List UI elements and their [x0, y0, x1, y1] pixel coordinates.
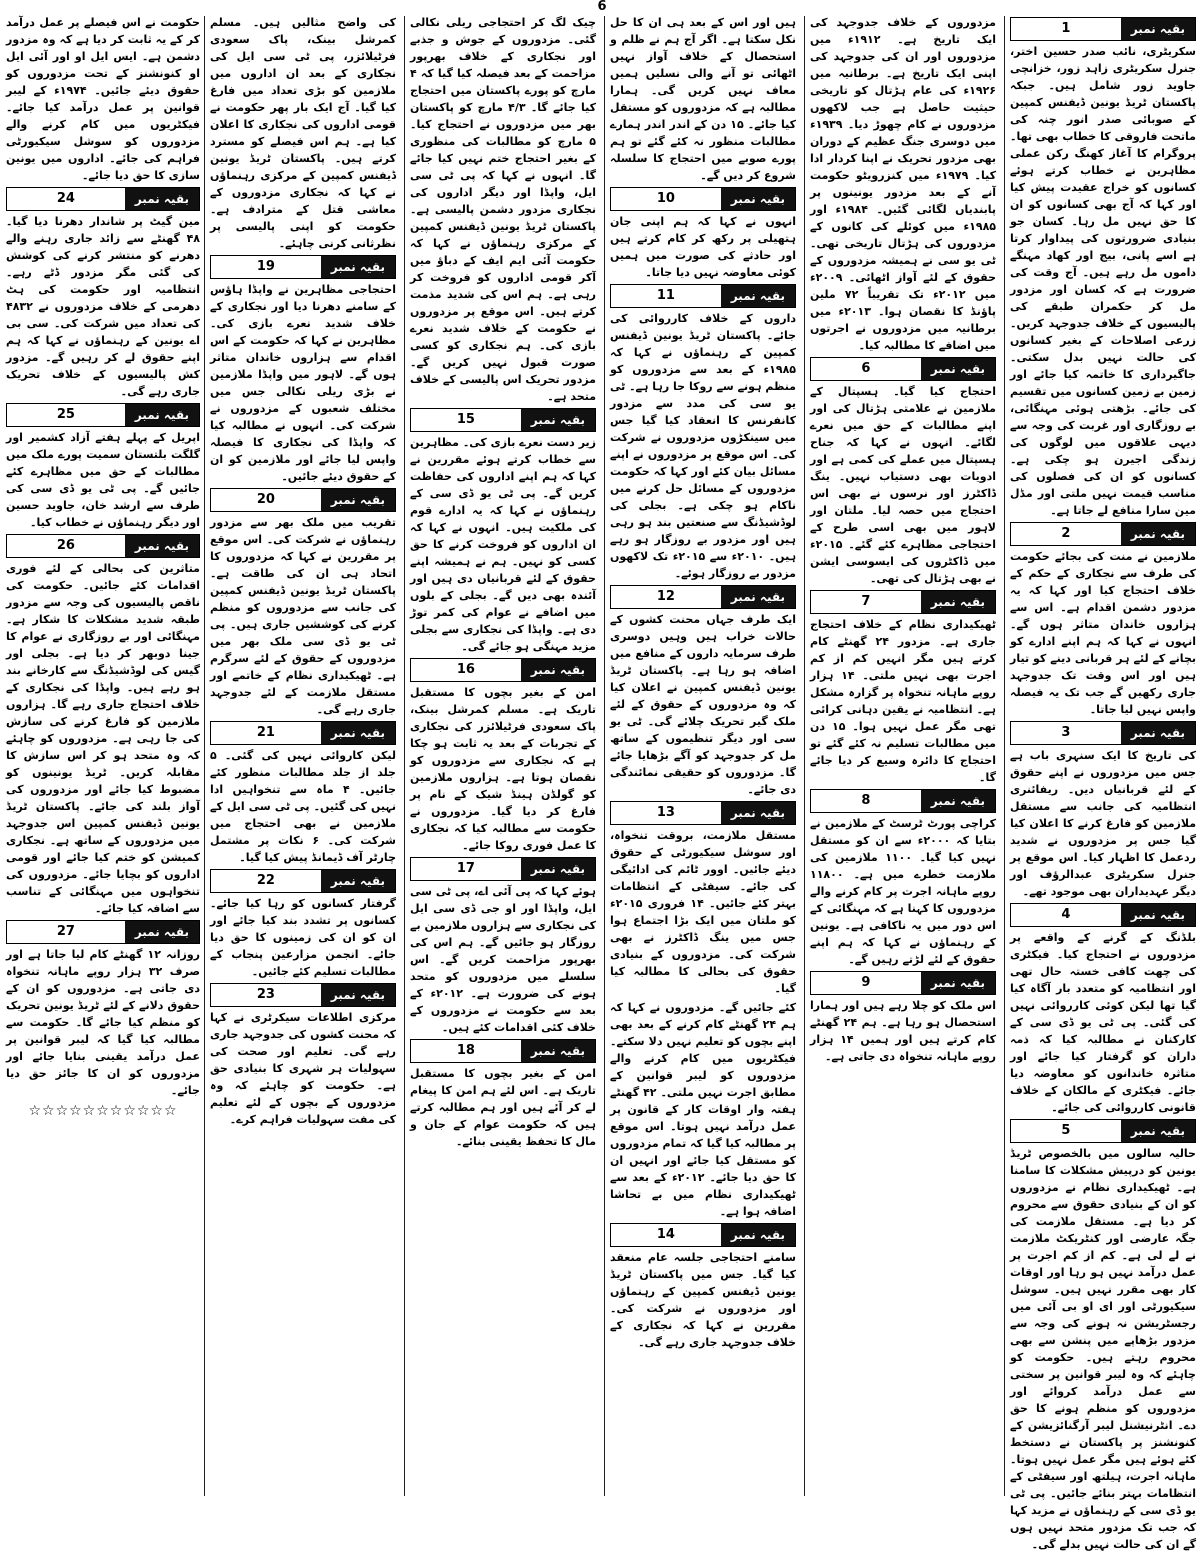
continued-label: [1010, 721, 1196, 745]
continued-label-text: بقیہ نمبر: [921, 972, 995, 994]
continued-label: [6, 920, 200, 944]
article-text: سامنے احتجاجی جلسہ عام منعقد کیا گیا۔ جس میں پاکستان ٹریڈ یونین ڈیفنس کمپین کے رہنماؤں اور مزدوروں نے شرکت کی۔ مقررین نے کہا کہ نجکاری کے خلاف جدوجہد جاری رہے گی۔: [610, 1251, 796, 1349]
article-text: ہوئے کہا کہ پی آئی اے، پی ٹی سی ایل، واپڈا اور او جی ڈی سی ایل کی نجکاری سے ہزاروں ملازمین بے روزگار ہو جائیں گے۔ ہم اس کی بھرپور مزاحمت کریں گے۔ اس سلسلے میں مزدوروں کو متحد ہونے کی ضرورت ہے۔ ۲۰۱۲ء کے بعد سے حکومت نے مزدوروں کے خلاف کئی اقدامات کئے ہیں۔: [410, 885, 596, 1034]
continued-label: [1010, 903, 1196, 927]
column-rule: [804, 16, 805, 1496]
column-1: [1008, 14, 1198, 1551]
article-text: تقریب میں ملک بھر سے مزدور رہنماؤں نے شرکت کی۔ اس موقع پر مقررین نے کہا کہ مزدوروں کا اتحاد ہی ان کی طاقت ہے۔ پاکستان ٹریڈ یونین ڈیفنس کمپین کی جانب سے مزدوروں کو منظم کرنے کی کوششیں جاری ہیں۔ پی ٹی یو ڈی سی ملک بھر میں مزدوروں کے حقوق کے لئے سرگرم ہے۔ ٹھیکیداری نظام کے خاتمے اور مستقل ملازمت کے لئے جدوجہد جاری رہے گی۔: [210, 516, 396, 716]
continued-label-number: 18: [411, 1040, 521, 1062]
article-text: ایک طرف جہاں محنت کشوں کے حالات خراب ہیں وہیں دوسری طرف سرمایہ داروں کے منافع میں اضافہ ہو رہا ہے۔ پاکستان ٹریڈ یونین ڈیفنس کمپین نے اعلان کیا کہ وہ مزدوروں کے حقوق کے لئے ملک گیر تحریک چلائے گی۔ ٹی یو سی اور دیگر تنظیموں کے ساتھ مل کر جدوجہد کو آگے بڑھایا جائے گا۔ مزدوروں کو حقیقی نمائندگی دی جائے۔: [610, 613, 796, 796]
article-text: مزدوروں کے خلاف جدوجہد کی ایک تاریخ ہے۔ ۱۹۱۲ء میں مزدوروں اور ان کی جدوجہد کی اپنی ایک تاریخ ہے۔ برطانیہ میں ۱۹۲۶ء کی عام ہڑتال کو تاریخی حیثیت حاصل ہے جب لاکھوں مزدوروں نے کام چھوڑ دیا۔ ۱۹۳۹ء میں دوسری جنگ عظیم کے دوران بھی مزدور تحریک نے اپنا کردار ادا کیا۔ ۱۹۷۹ء میں کنزرویٹو حکومت آنے کے بعد مزدور یونینوں پر پابندیاں لگائی گئیں۔ ۱۹۸۴ء اور ۱۹۸۵ء میں کوئلے کی کانوں کے مزدوروں کی ہڑتال تاریخی تھی۔ ٹی یو سی نے ہمیشہ مزدوروں کے حقوق کے لئے آواز اٹھائی۔ ۲۰۰۹ء میں ۲۰۱۲ء تک تقریباً ۷۲ ملین پاؤنڈ کا نقصان ہوا۔ ۲۰۱۳ء میں برطانیہ میں مزدوروں نے اجرتوں میں اضافے کا مطالبہ کیا۔: [810, 16, 997, 352]
continued-label: [1010, 17, 1196, 41]
continued-label: [610, 284, 796, 308]
article-text: کی واضح مثالیں ہیں۔ مسلم کمرشل بینک، پاک سعودی فرٹیلائزر، پی ٹی سی ایل کی نجکاری کے بعد ان اداروں میں ملازمین کو بڑی تعداد میں فارغ کیا گیا۔ آج ایک بار پھر حکومت نے قومی اداروں کی نجکاری کا اعلان کیا ہے۔ ہم اس فیصلے کو مسترد کرتے ہیں۔ پاکستان ٹریڈ یونین ڈیفنس کمپین کے مرکزی رہنماؤں نے کہا کہ نجکاری مزدوروں کے معاشی قتل کے مترادف ہے۔ حکومت کو اپنی پالیسی پر نظرثانی کرنی چاہئے۔: [210, 16, 396, 250]
column-3: [608, 14, 798, 1498]
continued-label-text: بقیہ نمبر: [125, 188, 199, 210]
continued-label-text: بقیہ نمبر: [125, 404, 199, 426]
article-text: کئے جائیں گے۔ مزدوروں نے کہا کہ ہم ۲۴ گھنٹے کام کرنے کے بعد بھی اپنے بچوں کو تعلیم نہیں دلا سکتے۔ فیکٹریوں میں کام کرنے والے مزدوروں کو لیبر قوانین کے مطابق اجرت نہیں ملتی۔ ۴۲ گھنٹے ہفتہ وار اوقات کار کے قانون پر عمل درآمد نہیں ہوتا۔ اس موقع پر مطالبہ کیا گیا کہ تمام مزدوروں کو مستقل کیا جائے اور انہیں ان کا حق دیا جائے۔ ۲۰۱۲ء کے بعد سے ٹھیکیداری نظام میں بے تحاشا اضافہ ہوا ہے۔: [610, 1001, 796, 1218]
continued-label: [210, 869, 396, 893]
article-text: داروں کے خلاف کارروائی کی جائے۔ پاکستان ٹریڈ یونین ڈیفنس کمپین کے رہنماؤں نے کہا کہ ۱۹۸۵ء کے بعد سے مزدوروں کو منظم ہونے سے روکا جا رہا ہے۔ ٹی یو سی کی مدد سے مزدور کانفرنس کا انعقاد کیا گیا جس میں سینکڑوں مزدوروں نے شرکت کی۔ اس موقع پر مزدوروں نے اپنے مسائل بیان کئے اور کہا کہ حکومت مزدوروں کے مسائل حل کرنے میں ناکام ہو چکی ہے۔ بجلی کی لوڈشیڈنگ سے صنعتیں بند ہو رہی ہیں اور مزدور بے روزگار ہو رہے ہیں۔ ۲۰۱۰ء سے ۲۰۱۵ء تک لاکھوں مزدور بے روزگار ہوئے۔: [610, 312, 797, 580]
column-5: [208, 14, 398, 1498]
continued-label-number: 7: [811, 591, 921, 613]
column-rule: [204, 16, 205, 1496]
continued-label: [6, 403, 200, 427]
continued-label-number: 2: [1011, 523, 1121, 545]
article-text: کراچی پورٹ ٹرسٹ کے ملازمین نے بتایا کہ ۲۰۰۰ء سے ان کو مستقل نہیں کیا گیا۔ ۱۱۰۰ ملازمین کی ملازمت خطرے میں ہے۔ ۱۱۸۰۰ روپے ماہانہ اجرت پر کام کرنے والے مزدوروں کا کہنا ہے کہ مہنگائی کے اس دور میں یہ ناکافی ہے۔ یونین کے رہنماؤں نے کہا کہ ہم اپنے حقوق کے لئے لڑتے رہیں گے۔: [810, 817, 997, 966]
continued-label-text: بقیہ نمبر: [321, 256, 395, 278]
continued-label-text: بقیہ نمبر: [721, 802, 795, 824]
article-text: اپریل کے پہلے ہفتے آزاد کشمیر اور گلگت بلتستان سمیت پورے ملک میں مطالبات کے حق میں مظاہرے کئے جائیں گے۔ پی ٹی یو ڈی سی کی طرف سے ارشد خان، جاوید حسین اور دیگر رہنماؤں نے خطاب کیا۔: [6, 431, 200, 529]
continued-label-number: 19: [211, 256, 321, 278]
continued-label-number: 14: [611, 1224, 721, 1246]
continued-label: [410, 1039, 596, 1063]
article-text: ہیں اور اس کے بعد ہی ان کا حل نکل سکتا ہے۔ اگر آج ہم نے ظلم و استحصال کے خلاف آواز نہیں اٹھائی تو آنے والی نسلیں ہمیں معاف نہیں کریں گی۔ ہمارا مطالبہ ہے کہ مزدوروں کو مستقل کیا جائے۔ ۱۵ دن کے اندر اندر ہمارے مطالبات منظور نہ کئے گئے تو ہم پورے صوبے میں احتجاج کا سلسلہ شروع کر دیں گے۔: [610, 16, 796, 182]
continued-label-text: بقیہ نمبر: [921, 790, 995, 812]
continued-label-number: 4: [1011, 904, 1121, 926]
continued-label-text: بقیہ نمبر: [1121, 722, 1195, 744]
column-rule: [404, 16, 405, 1496]
continued-label-number: 13: [611, 802, 721, 824]
continued-label-text: بقیہ نمبر: [921, 591, 995, 613]
continued-label: [610, 585, 796, 609]
article-text: چیک لگ کر احتجاجی ریلی نکالی گئی۔ مزدوروں کے جوش و جذبے اور نجکاری کے خلاف بھرپور مزاحمت کے بعد فیصلہ کیا گیا کہ ۴ مارچ کو پورے پاکستان میں احتجاج کیا جائے گا۔ ۴/۳ مارچ کو پاکستان بھر میں مزدوروں نے احتجاج کیا۔ ۵ مارچ کو مطالبات کی منظوری کے بغیر احتجاج ختم نہیں کیا جائے گا۔ انہوں نے کہا کہ پی ٹی سی ایل، واپڈا اور دیگر اداروں کی نجکاری مزدور دشمن پالیسی ہے۔ پاکستان ٹریڈ یونین ڈیفنس کمپین کے مرکزی رہنماؤں نے کہا کہ حکومت آئی ایم ایف کے دباؤ میں آکر قومی اداروں کو فروخت کر رہی ہے۔ ہم اس کی شدید مذمت کرتے ہیں۔ اس موقع پر مزدوروں نے حکومت کے خلاف شدید نعرے بازی کی۔ ہم نجکاری کو کسی صورت قبول نہیں کریں گے۔ مزدور تحریک اس پالیسی کے خلاف متحد ہے۔: [410, 16, 596, 403]
continued-label-text: بقیہ نمبر: [1121, 904, 1195, 926]
article-text: سکریٹری، نائب صدر حسین اختر، جنرل سکریٹری زاہد زور، خزانچی جاوید زور شامل ہیں۔ جبکہ پاکستان ٹریڈ یونین ڈیفنس کمپین کے صوبائی صدر انور چنہ کی ماتحت فاروقی کا خطاب بھی تھا۔ پروگرام کا آغاز کھنگ رکن عملی مظاہرین نے خطاب کرتے ہوئے کسانوں کو خراج عقیدت پیش کیا اور کہا کہ آج بھی کسانوں کو ان کا حق نہیں مل رہا۔ کسان جو بنیادی ضرورتوں کی پیداوار کرتا ہے اسے پانی، بیج اور کھاد مہنگے داموں مل رہے ہیں۔ آج وقت کی ضرورت ہے کہ کسان اور مزدور مل کر حکمران طبقے کی پالیسیوں کے خلاف جدوجہد کریں۔ زرعی اصلاحات کے بغیر کسانوں کی حالت نہیں بدل سکتی۔ جاگیرداری کا خاتمہ کیا جائے اور زمین بے زمین کسانوں میں تقسیم کی جائے۔ بڑھتی ہوئی مہنگائی، بے روزگاری اور غربت کی وجہ سے دیہی علاقوں میں لوگوں کی زندگی اجیرن ہو چکی ہے۔ کسانوں کو ان کی فصلوں کی مناسب قیمت نہیں ملتی اور مڈل مین سارا منافع لے جاتا ہے۔: [1010, 45, 1196, 517]
continued-label: [210, 721, 396, 745]
continued-label: [810, 789, 996, 813]
continued-label-number: 15: [411, 409, 521, 431]
continued-label-number: 22: [211, 870, 321, 892]
continued-label: [610, 187, 796, 211]
continued-label-text: بقیہ نمبر: [1121, 523, 1195, 545]
continued-label-text: بقیہ نمبر: [721, 188, 795, 210]
stars-divider: ☆☆☆☆☆☆☆☆☆☆☆: [28, 1103, 178, 1119]
article-text: لیکن کاروائی نہیں کی گئی۔ ۵ جلد از جلد مطالبات منظور کئے جائیں۔ ۴ ماہ سے تنخواہیں ادا نہیں کی گئیں۔ پی ٹی سی ایل کے ملازمین نے بھی احتجاج میں شرکت کی۔ ۶ نکات پر مشتمل چارٹر آف ڈیمانڈ پیش کیا گیا۔: [210, 749, 396, 864]
continued-label-text: بقیہ نمبر: [721, 1224, 795, 1246]
continued-label-text: بقیہ نمبر: [321, 489, 395, 511]
column-2: [808, 14, 998, 1498]
continued-label-number: 11: [611, 285, 721, 307]
page-number: 6: [597, 0, 607, 14]
continued-label-text: بقیہ نمبر: [521, 659, 595, 681]
article-text: متاثرین کی بحالی کے لئے فوری اقدامات کئے جائیں۔ حکومت کی ناقص پالیسیوں کی وجہ سے مزدور طبقہ شدید مشکلات کا شکار ہے۔ مہنگائی اور بے روزگاری نے عوام کا جینا دوبھر کر دیا ہے۔ بجلی اور گیس کی لوڈشیڈنگ سے کارخانے بند ہو رہے ہیں۔ واپڈا کی نجکاری کے خلاف احتجاج جاری رہے گا۔ ہزاروں ملازمین کو فارغ کرنے کی سازش کی جا رہی ہے۔ مزدوروں کو چاہئے کہ وہ متحد ہو کر اس سازش کا مقابلہ کریں۔ ٹریڈ یونینوں کو مضبوط کیا جائے اور مزدوروں کی آواز بلند کی جائے۔ پاکستان ٹریڈ یونین ڈیفنس کمپین اس جدوجہد میں مزدوروں کے ساتھ ہے۔ نجکاری کمیشن کو ختم کیا جائے اور قومی اداروں کو بچایا جائے۔ مزدوروں کی تنخواہوں میں مہنگائی کے تناسب سے اضافہ کیا جائے۔: [6, 562, 200, 915]
article-text: مستقل ملازمت، بروقت تنخواہ، اور سوشل سیکیورٹی کے حقوق دیئے جائیں۔ اوور ٹائم کی ادائیگی کی جائے۔ سیفٹی کے انتظامات بہتر کئے جائیں۔ ۱۴ فروری ۲۰۱۵ء کو ملتان میں ایک بڑا اجتماع ہوا جس میں ینگ ڈاکٹرز نے بھی شرکت کی۔ مزدوروں کے بنیادی حقوق کی بحالی کا مطالبہ کیا گیا۔: [610, 829, 796, 995]
article-text: امن کے بغیر بچوں کا مستقبل تاریک ہے۔ مسلم کمرشل بینک، پاک سعودی فرٹیلائزر کی نجکاری کے تجربات کے بعد یہ ثابت ہو چکا ہے کہ نجکاری سے مزدوروں کو نقصان ہوتا ہے۔ ہزاروں ملازمین کو گولڈن ہینڈ شیک کے نام پر فارغ کر دیا گیا۔ مزدوروں نے حکومت سے مطالبہ کیا کہ نجکاری کا عمل فوری روکا جائے۔: [410, 686, 596, 852]
continued-label-text: بقیہ نمبر: [321, 984, 395, 1006]
continued-label-number: 24: [7, 188, 125, 210]
article-text: حالیہ سالوں میں بالخصوص ٹریڈ یونین کو درپیش مشکلات کا سامنا ہے۔ ٹھیکیداری نظام نے مزدوروں کو ان کے بنیادی حقوق سے محروم کر دیا ہے۔ مستقل ملازمت کی جگہ عارضی اور کنٹریکٹ ملازمت نے لے لی ہے۔ کم از کم اجرت پر عمل درآمد نہیں ہو رہا اور اوقات کار بھی مقرر نہیں ہیں۔ سوشل سیکیورٹی اور ای او بی آئی میں رجسٹریشن نہ ہونے کی وجہ سے مزدور بڑھاپے میں پنشن سے بھی محروم رہتے ہیں۔ حکومت کو چاہئے کہ وہ لیبر قوانین پر سختی سے عمل درآمد کروائے اور مزدوروں کو منظم ہونے کا حق دے۔ انٹرنیشنل لیبر آرگنائزیشن کے کنونشنز پر پاکستان نے دستخط کئے ہوئے ہیں مگر عمل نہیں ہوتا۔ ماہانہ اجرت، ہیلتھ اور سیفٹی کے انتظامات بہتر بنائے جائیں۔ پی ٹی یو ڈی سی کے رہنماؤں نے مزید کہا کہ جب تک مزدور متحد نہیں ہوں گے ان کی حالت نہیں بدلے گی۔: [1010, 1147, 1196, 1551]
continued-label: [6, 187, 200, 211]
article-text: امن کے بغیر بچوں کا مستقبل تاریک ہے۔ اس لئے ہم امن کا پیغام لے کر آئے ہیں اور ہم مطالبہ کرتے ہیں کہ حکومت عوام کے جان و مال کا تحفظ یقینی بنائے۔: [410, 1067, 596, 1148]
continued-label-text: بقیہ نمبر: [321, 722, 395, 744]
continued-label-text: بقیہ نمبر: [721, 586, 795, 608]
article-text: ملازمین نے منت کی بجائے حکومت کی طرف سے نجکاری کے حکم کے خلاف احتجاج کیا اور کہا کہ یہ مزدور دشمن اقدام ہے۔ اس سے ہزاروں خاندان متاثر ہوں گے۔ انہوں نے کہا کہ ہم اپنے ادارے کو بچانے کے لئے ہر قربانی دینے کو تیار ہیں اور اس وقت تک جدوجہد جاری رکھیں گے جب تک یہ فیصلہ واپس نہیں لیا جاتا۔: [1010, 550, 1196, 716]
article-text: حکومت نے اس فیصلے پر عمل درآمد کر کے یہ ثابت کر دیا ہے کہ وہ مزدور دشمن ہے۔ ایس ایل او اور آئی ایل او کنونشنز کے تحت مزدوروں کو حقوق دیئے جائیں۔ ۱۹۷۴ء کے لیبر قوانین پر عمل درآمد کیا جائے۔ فیکٹریوں میں کام کرنے والے مزدوروں کو سوشل سیکیورٹی فراہم کی جائے۔ اداروں میں یونین سازی کا حق دیا جائے۔: [6, 16, 200, 182]
continued-label-number: 26: [7, 535, 125, 557]
continued-label: [810, 357, 996, 381]
article-text: روزانہ ۱۲ گھنٹے کام لیا جاتا ہے اور صرف ۳۲ ہزار روپے ماہانہ تنخواہ دی جاتی ہے۔ مزدوروں کو ان کے حقوق دلانے کے لئے ٹریڈ یونین تحریک کو منظم کیا جائے گا۔ حکومت سے مطالبہ کیا گیا کہ لیبر قوانین پر عمل درآمد یقینی بنایا جائے اور مزدوروں کو ان کا جائز حق دیا جائے۔: [6, 948, 200, 1097]
continued-label-number: 8: [811, 790, 921, 812]
continued-label-number: 10: [611, 188, 721, 210]
continued-label-number: 20: [211, 489, 321, 511]
column-4: [408, 14, 598, 1498]
article-text: کی تاریخ کا ایک سنہری باب ہے جس میں مزدوروں نے اپنے حقوق کے لئے قربانیاں دیں۔ ریفائنری انتظامیہ کی جانب سے مستقل ملازمین کو فارغ کرنے کا اعلان کیا گیا جس پر مزدوروں نے شدید ردعمل کا اظہار کیا۔ اس موقع پر جنرل سکریٹری عبدالرؤف اور دیگر عہدیداران بھی موجود تھے۔: [1010, 749, 1196, 898]
continued-label-number: 1: [1011, 18, 1121, 40]
continued-label: [410, 658, 596, 682]
continued-label: [210, 983, 396, 1007]
article-text: احتجاجی مظاہرین نے واپڈا ہاؤس کے سامنے دھرنا دیا اور نجکاری کے خلاف شدید نعرے بازی کی۔ مظاہرین نے کہا کہ حکومت کے اس اقدام سے ہزاروں خاندان متاثر ہوں گے۔ لاہور میں واپڈا ملازمین نے بڑی ریلی نکالی جس میں مختلف شعبوں کے مزدوروں نے شرکت کی۔ انہوں نے مطالبہ کیا کہ واپڈا کی نجکاری کا فیصلہ واپس لیا جائے اور ملازمین کو ان کے حقوق دیئے جائیں۔: [210, 283, 396, 483]
article-text: زیر دست نعرے بازی کی۔ مظاہرین سے خطاب کرتے ہوئے مقررین نے کہا کہ ہم اپنے اداروں کی حفاظت کریں گے۔ پی ٹی یو ڈی سی کے رہنماؤں نے کہا کہ یہ ادارے قوم کی ملکیت ہیں۔ انہوں نے کہا کہ ان اداروں کو فروخت کرنے کا حق کسی کو نہیں۔ ہم نے ہمیشہ اپنے حقوق کے لئے قربانیاں دی ہیں اور آئندہ بھی دیں گے۔ بجلی کے بلوں میں اضافے نے عوام کی کمر توڑ دی ہے۔ واپڈا کی نجکاری سے بجلی مزید مہنگی ہو جائے گی۔: [410, 436, 596, 653]
continued-label-number: 5: [1011, 1120, 1121, 1142]
article-text: انہوں نے کہا کہ ہم اپنی جان ہتھیلی پر رکھ کر کام کرتے ہیں اور حادثے کی صورت میں ہمیں کوئی معاوضہ نہیں دیا جاتا۔: [610, 215, 796, 279]
continued-label-number: 23: [211, 984, 321, 1006]
continued-label: [410, 857, 596, 881]
column-rule: [604, 16, 605, 1496]
continued-label-number: 27: [7, 921, 125, 943]
continued-label-number: 6: [811, 358, 921, 380]
article-text: مرکزی اطلاعات سیکرٹری نے کہا کہ محنت کشوں کی جدوجہد جاری رہے گی۔ تعلیم اور صحت کی سہولیات ہر شہری کا بنیادی حق ہے۔ حکومت کو چاہئے کہ وہ مزدوروں کے بچوں کے لئے تعلیم کی مفت سہولیات فراہم کرے۔: [210, 1011, 396, 1126]
continued-label-text: بقیہ نمبر: [1121, 18, 1195, 40]
continued-label-text: بقیہ نمبر: [921, 358, 995, 380]
article-text: اس ملک کو چلا رہے ہیں اور ہمارا استحصال ہو رہا ہے۔ ہم ۲۴ گھنٹے کام کرتے ہیں اور ہمیں ۱۴ ہزار روپے ماہانہ تنخواہ دی جاتی ہے۔: [810, 999, 996, 1063]
continued-label: [610, 1223, 796, 1247]
continued-label-text: بقیہ نمبر: [521, 409, 595, 431]
continued-label-number: 17: [411, 858, 521, 880]
column-6: [4, 14, 202, 1498]
continued-label-number: 16: [411, 659, 521, 681]
continued-label: [810, 590, 996, 614]
continued-label-number: 25: [7, 404, 125, 426]
continued-label-text: بقیہ نمبر: [521, 858, 595, 880]
column-rule: [1004, 16, 1005, 1496]
continued-label-number: 3: [1011, 722, 1121, 744]
continued-label: [210, 488, 396, 512]
continued-label: [210, 255, 396, 279]
continued-label: [410, 408, 596, 432]
article-text: بلڈنگ کے گرنے کے واقعے پر مزدوروں نے احتجاج کیا۔ فیکٹری کی چھت کافی خستہ حال تھی اور انتظامیہ کو متعدد بار آگاہ کیا گیا تھا لیکن کوئی کارروائی نہیں کی گئی۔ پی ٹی یو ڈی سی کے کارکنان نے مطالبہ کیا کہ ذمہ داران کو گرفتار کیا جائے اور متاثرہ خاندانوں کو معاوضہ دیا جائے۔ فیکٹری کے مالکان کے خلاف قانونی کارروائی کی جائے۔: [1010, 931, 1196, 1114]
continued-label-text: بقیہ نمبر: [125, 535, 199, 557]
continued-label: [810, 971, 996, 995]
continued-label: [610, 801, 796, 825]
continued-label-text: بقیہ نمبر: [1121, 1120, 1195, 1142]
continued-label: [1010, 522, 1196, 546]
article-text: گرفتار کسانوں کو رہا کیا جائے۔ کسانوں پر تشدد بند کیا جائے اور ان کو ان کی زمینوں کا حق دیا جائے۔ انجمن مزارعین پنجاب کے مطالبات تسلیم کئے جائیں۔: [210, 897, 396, 978]
continued-label-number: 9: [811, 972, 921, 994]
continued-label-text: بقیہ نمبر: [721, 285, 795, 307]
continued-label-text: بقیہ نمبر: [125, 921, 199, 943]
article-text: احتجاج کیا گیا۔ ہسپتال کے ملازمین نے علامتی ہڑتال کی اور اپنے مطالبات کے حق میں نعرے لگائے۔ انہوں نے کہا کہ جناح ہسپتال میں عملے کی کمی ہے اور ادویات بھی دستیاب نہیں۔ ینگ ڈاکٹرز اور نرسوں نے بھی اس احتجاج میں حصہ لیا۔ ملتان اور لاہور میں بھی اسی طرح کے احتجاجی مظاہرے کئے گئے۔ ۲۰۱۵ء میں ڈاکٹروں کی ایسوسی ایشن نے بھی ہڑتال کی تھی۔: [810, 385, 996, 585]
continued-label: [1010, 1119, 1196, 1143]
article-text: ٹھیکیداری نظام کے خلاف احتجاج جاری ہے۔ مزدور ۲۴ گھنٹے کام کرتے ہیں مگر انہیں کم از کم اجرت بھی نہیں ملتی۔ ۱۴ ہزار روپے ماہانہ تنخواہ پر گزارہ مشکل ہے۔ انتظامیہ نے یقین دہانی کرائی تھی مگر عمل نہیں ہوا۔ ۱۵ دن میں مطالبات تسلیم نہ کئے گئے تو احتجاج کا دائرہ وسیع کر دیا جائے گا۔: [810, 618, 996, 784]
continued-label: [6, 534, 200, 558]
continued-label-number: 12: [611, 586, 721, 608]
article-text: مین گیٹ پر شاندار دھرنا دیا گیا۔ ۴۸ گھنٹے سے زائد جاری رہنے والے دھرنے کو منتشر کرنے کی کوشش کی گئی مگر مزدور ڈٹے رہے۔ انتظامیہ اور حکومت کی ہٹ دھرمی کے خلاف مزدوروں نے ۴۸۳۲ کی تعداد میں شرکت کی۔ سی بی اے یونین کے رہنماؤں نے کہا کہ ہم اپنے حقوق لے کر رہیں گے۔ مزدور کش پالیسیوں کے خلاف تحریک جاری رہے گی۔: [6, 215, 200, 398]
continued-label-text: بقیہ نمبر: [521, 1040, 595, 1062]
continued-label-number: 21: [211, 722, 321, 744]
continued-label-text: بقیہ نمبر: [321, 870, 395, 892]
